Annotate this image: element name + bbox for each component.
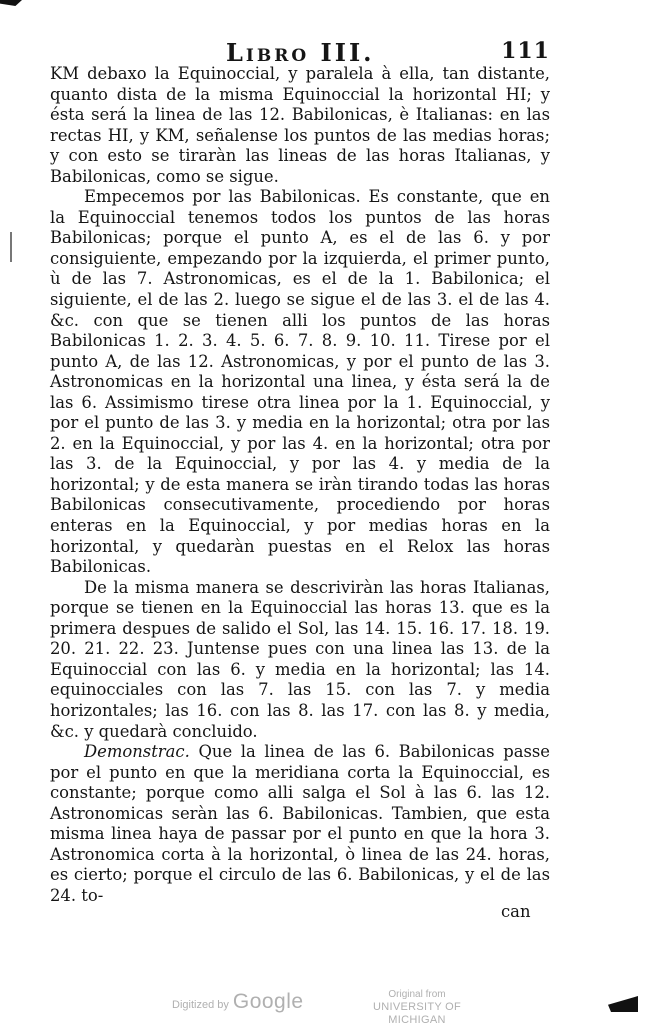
paragraph-continued: KM debaxo la Equinoccial, y paralela à ella, tan distante, quanto dista de la misma Equinoccial la horizontal HI; y ésta será la linea de las 12. Babilonicas, è Italianas: en las rectas HI, y KM, señalense los puntos de las medias horas; y con esto se tiraràn las lineas de las horas Italianas, y Babilonicas, como se sigue.: [50, 64, 550, 186]
original-from-label: Original from: [388, 989, 446, 1000]
catchword: can: [501, 902, 531, 921]
institution-name: UNIVERSITY OF MICHIGAN: [372, 1001, 462, 1026]
page-number: 111: [501, 38, 550, 64]
digitized-by-watermark: [172, 990, 304, 1014]
page-corner-mark-bottom: [608, 996, 638, 1012]
paragraph-babilonicas: Empecemos por las Babilonicas. Es constante, que en la Equinoccial tenemos todos los puntos de las horas Babilonicas; porque el punto A, es el de las 6. y por consiguiente, empezando por la izquierda, el primer punto, ù de las 7. Astronomicas, es el de la 1. Babilonica; el siguiente, el de las 2. luego se sigue el de las 3. el de las 4. &c. con que se tienen alli los puntos de las horas Babilonicas 1. 2. 3. 4. 5. 6. 7. 8. 9. 10. 11. Tirese por el punto A, de las 12. Astronomicas, y por el punto de las 3. Astronomicas en la horizontal una linea, y ésta será la de las 6. Assimismo tirese otra linea por la 1. Equinoccial, y por el punto de las 3. y media en la horizontal; otra por las 2. en la Equinoccial, y por las 4. en la horizontal; otra por las 3. de la Equinoccial, y por las 4. y media de la horizontal; y de esta manera se iràn tirando todas las horas Babilonicas consecutivamente, procediendo por horas enteras en la Equinoccial, y por medias horas en la horizontal, y quedaràn puestas en el Relox las horas Babilonicas.: [50, 187, 550, 577]
demonstration-text: Que la linea de las 6. Babilonicas passe por el punto en que la meridiana corta la Equinoccial, es constante; porque como alli salga el Sol à las 6. las 12. Astronomicas seràn las 6. Babilonicas. Tambien, que esta misma linea haya de passar por el punto en que la hora 3. Astronomica corta à la horizontal, ò linea de las 24. horas, es cierto; porque el circulo de las 6. Babilonicas, y el de las 24. to-: [50, 742, 550, 905]
original-from-watermark: [352, 988, 482, 1027]
demonstration-label: Demonstrac.: [84, 742, 190, 762]
running-title: Libro III.: [226, 38, 375, 67]
margin-mark: [10, 232, 12, 262]
paragraph-italianas: De la misma manera se descriviràn las horas Italianas, porque se tienen en la Equinoccial las horas 13. que es la primera despues de salido el Sol, las 14. 15. 16. 17. 18. 19. 20. 21. 22. 23. Juntense pues con una linea las 13. de la Equinoccial con las 6. y media en la horizontal; las 14. equinocciales con las 7. las 15. con las 7. y media horizontales; las 16. con las 8. las 17. con las 8. y media, &c. y quedarà concluido.: [50, 577, 550, 741]
paragraph-demonstration: [50, 742, 550, 906]
body-text: [50, 64, 550, 906]
digitizer-logo: Google: [232, 990, 304, 1013]
digitized-prefix: Digitized by: [172, 999, 229, 1011]
page-corner-mark: [0, 0, 22, 6]
